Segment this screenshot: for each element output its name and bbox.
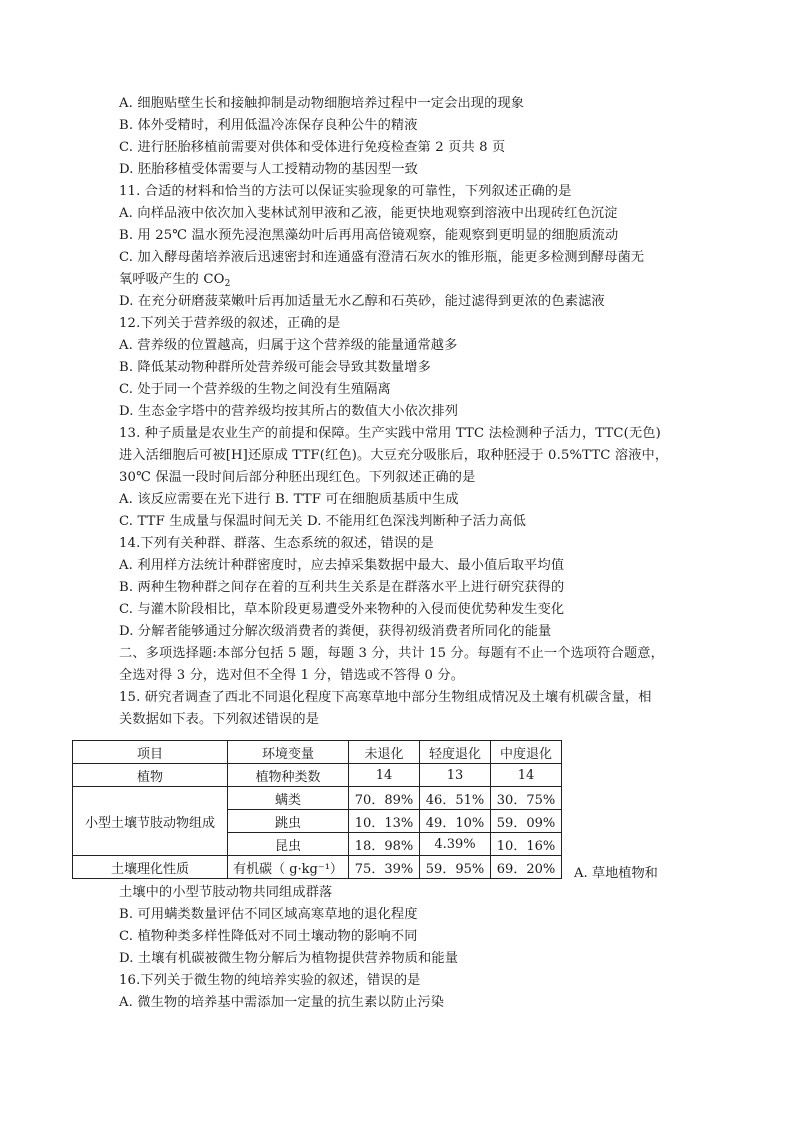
table-row (73, 856, 562, 879)
table-header-row (73, 741, 562, 764)
option-line: A. 细胞贴壁生长和接触抑制是动物细胞培养过程中一定会出现的现象 (119, 96, 525, 111)
table-header-cell: 中度退化 (491, 741, 562, 764)
co2-text: 氧呼吸产生的 CO (119, 272, 225, 287)
table-cell: 10．16% (491, 833, 562, 856)
option-line: C. 与灌木阶段相比，草本阶段更易遭受外来物种的入侵而使优势种发生变化 (119, 602, 565, 617)
table-cell: 昆虫 (228, 833, 349, 856)
table-header-cell: 未退化 (349, 741, 420, 764)
option-line: D. 胚胎移植受体需要与人工授精动物的基因型一致 (119, 162, 419, 177)
option-line: C. 加入酵母菌培养液后迅速密封和连通盛有澄清石灰水的锥形瓶，能更多检测到酵母菌无 (119, 250, 645, 265)
option-line: B. 用 25℃ 温水预先浸泡黑藻幼叶后再用高倍镜观察，能观察到更明显的细胞质流动 (119, 228, 619, 243)
option-line: A. 微生物的培养基中需添加一定量的抗生素以防止污染 (119, 995, 445, 1010)
question-line: 13. 种子质量是农业生产的前提和保障。生产实践中常用 TTC 法检测种子活力，TTC(无色) (119, 426, 661, 441)
option-line: C. 进行胚胎移植前需要对供体和受体进行免疫检查第 2 页共 8 页 (119, 140, 506, 155)
table-cell: 13 (420, 764, 491, 787)
section-heading: 全选对得 3 分，选对但不全得 1 分，错选或不答得 0 分。 (119, 668, 465, 683)
table-cell: 10．13% (349, 810, 420, 833)
table-cell: 螨类 (228, 787, 349, 810)
table-cell: 14 (491, 764, 562, 787)
option-line: B. 可用螨类数量评估不同区域高寒草地的退化程度 (119, 907, 418, 922)
table-cell: 植物 (73, 764, 228, 787)
option-line: D. 土壤有机碳被微生物分解后为植物提供营养物质和能量 (119, 951, 459, 966)
table-cell: 4.39% (420, 833, 491, 856)
table-cell: 75．39% (349, 856, 420, 879)
table-cell: 49．10% (420, 810, 491, 833)
table-cell: 30．75% (491, 787, 562, 810)
option-line: A. 该反应需要在光下进行 B. TTF 可在细胞质基质中生成 (119, 492, 459, 507)
question-line: 14.下列有关种群、群落、生态系统的叙述，错误的是 (119, 536, 434, 551)
table-cell: 46．51% (420, 787, 491, 810)
section-heading: 二、多项选择题:本部分包括 5 题，每题 3 分，共计 15 分。每题有不止一个选项符合题意， (119, 646, 664, 661)
option-line: C. 处于同一个营养级的生物之间没有生殖隔离 (119, 382, 391, 397)
question-line: 进入活细胞后可被[H]还原成 TTF(红色)。大豆充分吸胀后，取种胚浸于 0.5%TTC 溶液中， (119, 448, 669, 463)
option-line: C. 植物种类多样性降低对不同土壤动物的影响不同 (119, 929, 418, 944)
option-line: A. 草地植物和 (574, 866, 658, 881)
option-line-continued: 土壤中的小型节肢动物共同组成群落 (119, 885, 333, 900)
option-line-continued (119, 271, 230, 293)
table-cell: 跳虫 (228, 810, 349, 833)
option-line: B. 降低某动物种群所处营养级可能会导致其数量增多 (119, 360, 431, 375)
table-group-label: 小型土壤节肢动物组成 (73, 787, 228, 856)
option-line: D. 分解者能够通过分解次级消费者的粪便，获得初级消费者所同化的能量 (119, 624, 552, 639)
table-cell: 有机碳（ g·kg⁻¹） (228, 856, 349, 879)
question-line: 16.下列关于微生物的纯培养实验的叙述，错误的是 (119, 973, 421, 988)
option-line: A. 向样品液中依次加入斐林试剂甲液和乙液，能更快地观察到溶液中出现砖红色沉淀 (119, 206, 618, 221)
table-row (73, 764, 562, 787)
table-cell: 14 (349, 764, 420, 787)
co2-subscript: 2 (224, 279, 231, 289)
table-cell: 69．20% (491, 856, 562, 879)
question-line: 11. 合适的材料和恰当的方法可以保证实验现象的可靠性，下列叙述正确的是 (119, 184, 572, 199)
table-cell: 59．09% (491, 810, 562, 833)
table-cell: 59．95% (420, 856, 491, 879)
table-header-cell: 轻度退化 (420, 741, 491, 764)
survey-table (72, 740, 562, 879)
table-cell: 植物种类数 (228, 764, 349, 787)
option-line: D. 在充分研磨菠菜嫩叶后再加适量无水乙醇和石英砂，能过滤得到更浓的色素滤液 (119, 294, 605, 309)
table-header-cell: 环境变量 (228, 741, 349, 764)
question-line: 12.下列关于营养级的叙述，正确的是 (119, 316, 341, 331)
table-header-cell: 项目 (73, 741, 228, 764)
question-line: 30℃ 保温一段时间后部分种胚出现红色。下列叙述正确的是 (119, 470, 476, 485)
question-line: 15. 研究者调查了西北不同退化程度下高寒草地中部分生物组成情况及土壤有机碳含量，相 (119, 690, 652, 705)
option-line: C. TTF 生成量与保温时间无关 D. 不能用红色深浅判断种子活力高低 (119, 514, 526, 529)
table-cell: 土壤理化性质 (73, 856, 228, 879)
option-line: A. 营养级的位置越高，归属于这个营养级的能量通常越多 (119, 338, 458, 353)
table-cell: 18．98% (349, 833, 420, 856)
question-line: 关数据如下表。下列叙述错误的是 (119, 712, 320, 727)
option-line: B. 体外受精时，利用低温冷冻保存良种公牛的精液 (119, 118, 418, 133)
option-line: B. 两种生物种群之间存在着的互利共生关系是在群落水平上进行研究获得的 (119, 580, 565, 595)
option-line: D. 生态金字塔中的营养级均按其所占的数值大小依次排列 (119, 404, 459, 419)
table-cell: 70．89% (349, 787, 420, 810)
option-line: A. 利用样方法统计种群密度时，应去掉采集数据中最大、最小值后取平均值 (119, 558, 565, 573)
table-row (73, 787, 562, 810)
